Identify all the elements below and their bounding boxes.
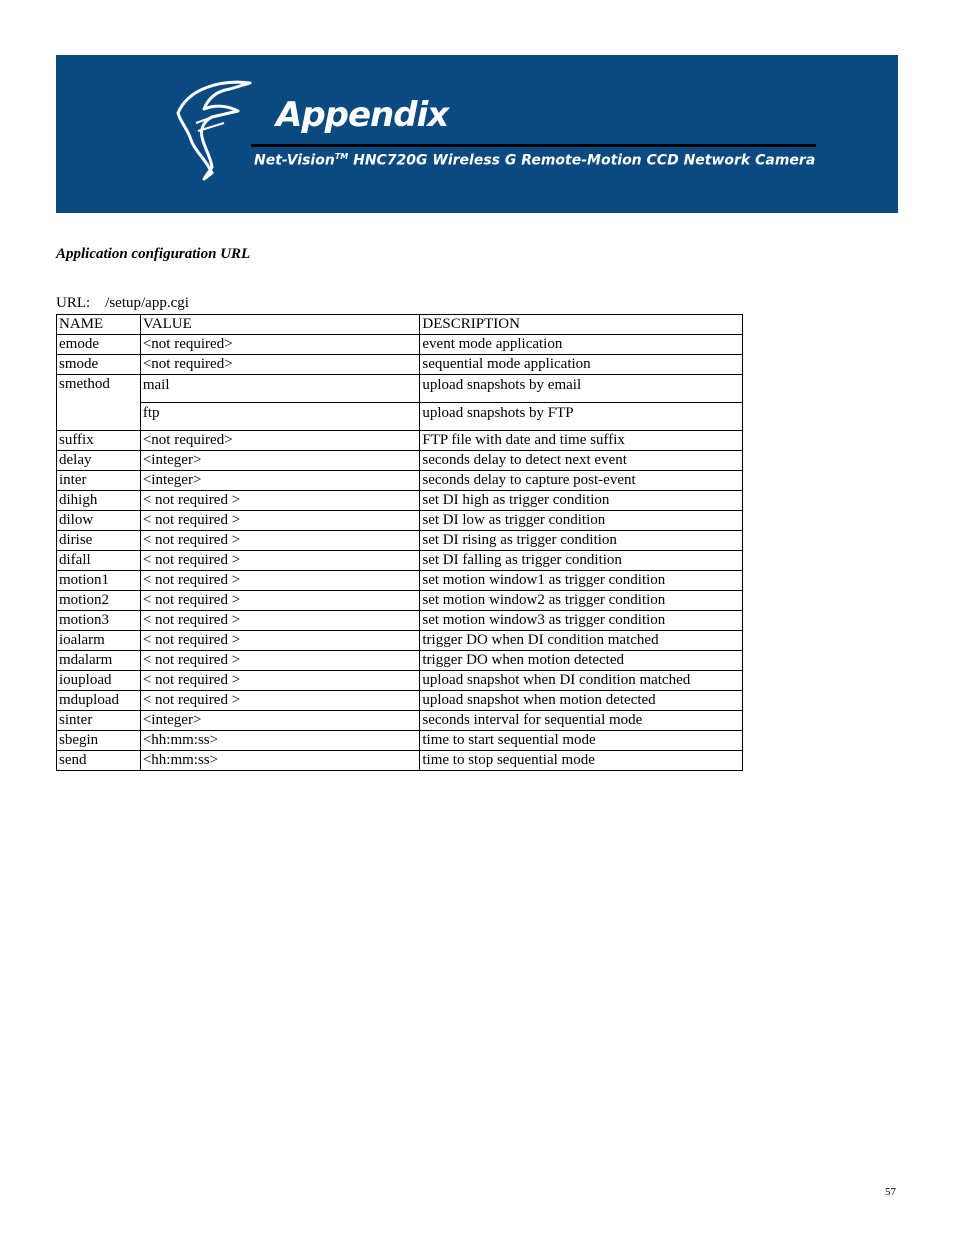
param-value: mail [140, 375, 420, 403]
header-value: VALUE [140, 315, 420, 335]
param-name: ioupload [57, 671, 141, 691]
table-row [57, 531, 743, 551]
header-description: DESCRIPTION [420, 315, 743, 335]
param-name: dihigh [57, 491, 141, 511]
param-name: mdupload [57, 691, 141, 711]
param-name: motion2 [57, 591, 141, 611]
param-name: dirise [57, 531, 141, 551]
banner-subtitle [254, 152, 815, 169]
table-row [57, 431, 743, 451]
table-row [57, 491, 743, 511]
table-row [57, 711, 743, 731]
param-value: <not required> [140, 335, 420, 355]
param-description: time to stop sequential mode [420, 751, 743, 771]
param-description: set DI rising as trigger condition [420, 531, 743, 551]
param-description: sequential mode application [420, 355, 743, 375]
param-description: set DI low as trigger condition [420, 511, 743, 531]
param-name: sinter [57, 711, 141, 731]
table-row [57, 403, 743, 431]
param-value: ftp [140, 403, 420, 431]
param-name: send [57, 751, 141, 771]
param-description: upload snapshots by email [420, 375, 743, 403]
header-banner [56, 55, 898, 213]
param-value: < not required > [140, 611, 420, 631]
param-name: suffix [57, 431, 141, 451]
param-description: set DI falling as trigger condition [420, 551, 743, 571]
param-value: < not required > [140, 531, 420, 551]
param-value: < not required > [140, 631, 420, 651]
param-description: set DI high as trigger condition [420, 491, 743, 511]
param-value: <hh:mm:ss> [140, 751, 420, 771]
param-value: <not required> [140, 431, 420, 451]
param-value: < not required > [140, 651, 420, 671]
url-value: /setup/app.cgi [105, 295, 189, 311]
table-row [57, 731, 743, 751]
param-description: trigger DO when motion detected [420, 651, 743, 671]
param-description: set motion window2 as trigger condition [420, 591, 743, 611]
param-description: trigger DO when DI condition matched [420, 631, 743, 651]
param-name: smethod [57, 375, 141, 431]
header-name: NAME [57, 315, 141, 335]
param-value: <integer> [140, 711, 420, 731]
param-description: seconds interval for sequential mode [420, 711, 743, 731]
param-value: < not required > [140, 691, 420, 711]
eagle-head-logo-icon [168, 75, 258, 187]
param-value: < not required > [140, 511, 420, 531]
param-description: upload snapshot when motion detected [420, 691, 743, 711]
param-name: mdalarm [57, 651, 141, 671]
param-description: seconds delay to detect next event [420, 451, 743, 471]
param-description: set motion window3 as trigger condition [420, 611, 743, 631]
param-name: ioalarm [57, 631, 141, 651]
param-name: smode [57, 355, 141, 375]
param-value: < not required > [140, 551, 420, 571]
param-description: upload snapshot when DI condition matched [420, 671, 743, 691]
param-description: time to start sequential mode [420, 731, 743, 751]
table-row [57, 451, 743, 471]
banner-divider [251, 144, 816, 147]
param-name: delay [57, 451, 141, 471]
trademark-mark: TM [334, 152, 349, 161]
table-row [57, 631, 743, 651]
table-row [57, 651, 743, 671]
table-row [57, 375, 743, 403]
param-value: <not required> [140, 355, 420, 375]
param-description: seconds delay to capture post-event [420, 471, 743, 491]
table-row [57, 571, 743, 591]
param-value: <integer> [140, 471, 420, 491]
table-row [57, 591, 743, 611]
param-value: <hh:mm:ss> [140, 731, 420, 751]
table-header-row [57, 315, 743, 335]
url-line [56, 295, 189, 312]
param-value: < not required > [140, 571, 420, 591]
param-name: sbegin [57, 731, 141, 751]
product-name: HNC720G Wireless G Remote-Motion CCD Network Camera [348, 152, 816, 169]
section-title: Application configuration URL [56, 246, 251, 262]
param-value: < not required > [140, 671, 420, 691]
param-name: dilow [57, 511, 141, 531]
brand-name: Net-Vision [254, 152, 335, 169]
table-row [57, 671, 743, 691]
param-name: difall [57, 551, 141, 571]
table-row [57, 691, 743, 711]
page-title: Appendix [276, 95, 449, 135]
param-description: FTP file with date and time suffix [420, 431, 743, 451]
param-name: emode [57, 335, 141, 355]
table-row [57, 471, 743, 491]
param-name: motion1 [57, 571, 141, 591]
table-row [57, 551, 743, 571]
page-number: 57 [885, 1186, 896, 1198]
param-value: < not required > [140, 591, 420, 611]
param-name: motion3 [57, 611, 141, 631]
config-table [56, 314, 743, 771]
table-row [57, 355, 743, 375]
param-description: event mode application [420, 335, 743, 355]
param-name: inter [57, 471, 141, 491]
param-description: set motion window1 as trigger condition [420, 571, 743, 591]
table-row [57, 335, 743, 355]
url-label: URL: [56, 295, 91, 311]
param-value: < not required > [140, 491, 420, 511]
table-row [57, 611, 743, 631]
param-value: <integer> [140, 451, 420, 471]
param-description: upload snapshots by FTP [420, 403, 743, 431]
table-row [57, 751, 743, 771]
table-row [57, 511, 743, 531]
